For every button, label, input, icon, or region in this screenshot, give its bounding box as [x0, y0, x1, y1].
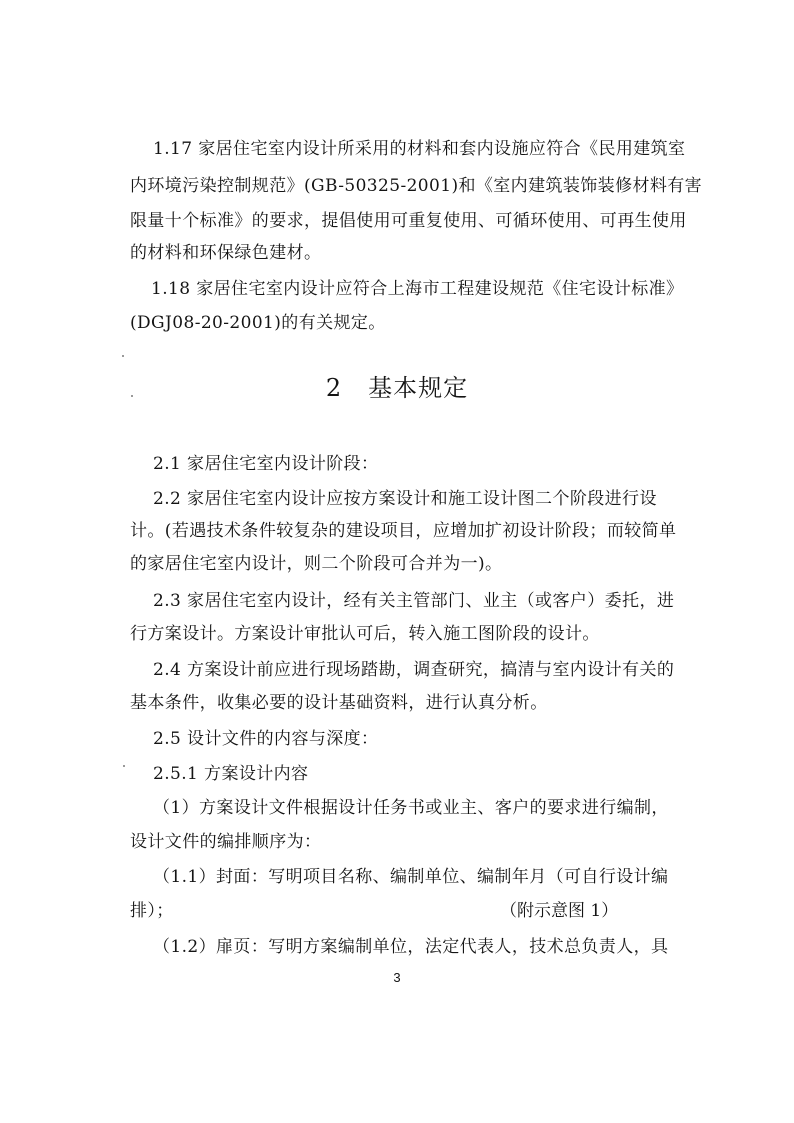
paragraph-2-4-line-2: 基本条件，收集必要的设计基础资料，进行认真分析。: [130, 693, 548, 713]
scan-speck: [122, 355, 124, 357]
section-title: 基本规定: [368, 374, 469, 402]
paragraph-1-17-line-4: 的材料和环保绿色建材。: [130, 243, 322, 263]
paragraph-2-2-line-2: 计。(若遇技术条件较复杂的建设项目，应增加扩初设计阶段；而较简单: [130, 521, 677, 541]
paragraph-2-5-1-item-1-line-2: 设计文件的编排顺序为：: [130, 832, 322, 852]
section-number: 2: [325, 374, 343, 402]
scan-speck: [131, 395, 133, 397]
page-number: 3: [393, 970, 401, 985]
paragraph-1-17-line-3: 限量十个标准》的要求，提倡使用可重复使用、可循环使用、可再生使用: [130, 211, 687, 231]
paragraph-2-3-line-2: 行方案设计。方案设计审批认可后，转入施工图阶段的设计。: [130, 624, 600, 644]
paragraph-1-18-line-1: 1.18 家居住宅室内设计应符合上海市工程建设规范《住宅设计标准》: [151, 279, 684, 299]
paragraph-2-5-1: 2.5.1 方案设计内容: [153, 764, 309, 784]
paragraph-item-1-1-line-1: （1.1）封面：写明项目名称、编制单位、编制年月（可自行设计编: [153, 867, 669, 887]
paragraph-item-1-1-line-2: 排）；: [130, 901, 174, 921]
paragraph-1-18-line-2: (DGJ08-20-2001)的有关规定。: [130, 313, 386, 333]
figure-reference-note: （附示意图 1）: [500, 901, 619, 921]
section-heading: [0, 373, 794, 403]
paragraph-2-4-line-1: 2.4 方案设计前应进行现场踏勘，调查研究，搞清与室内设计有关的: [153, 660, 675, 680]
paragraph-2-1: 2.1 家居住宅室内设计阶段：: [153, 454, 379, 474]
paragraph-item-1-2-line-1: （1.2）扉页：写明方案编制单位，法定代表人，技术总负责人，具: [153, 937, 669, 957]
paragraph-2-5-1-item-1-line-1: （1）方案设计文件根据设计任务书或业主、客户的要求进行编制，: [153, 798, 669, 818]
paragraph-2-3-line-1: 2.3 家居住宅室内设计，经有关主管部门、业主（或客户）委托，进: [153, 591, 675, 611]
paragraph-2-2-line-3: 的家居住宅室内设计，则二个阶段可合并为一)。: [130, 554, 503, 574]
paragraph-2-2-line-1: 2.2 家居住宅室内设计应按方案设计和施工设计图二个阶段进行设: [153, 489, 657, 509]
paragraph-1-17-line-1: 1.17 家居住宅室内设计所采用的材料和套内设施应符合《民用建筑室: [153, 139, 686, 159]
paragraph-1-17-line-2: 内环境污染控制规范》(GB-50325-2001)和《室内建筑装饰装修材料有害: [130, 176, 703, 196]
paragraph-2-5: 2.5 设计文件的内容与深度：: [153, 729, 379, 749]
scan-speck: [123, 765, 125, 767]
